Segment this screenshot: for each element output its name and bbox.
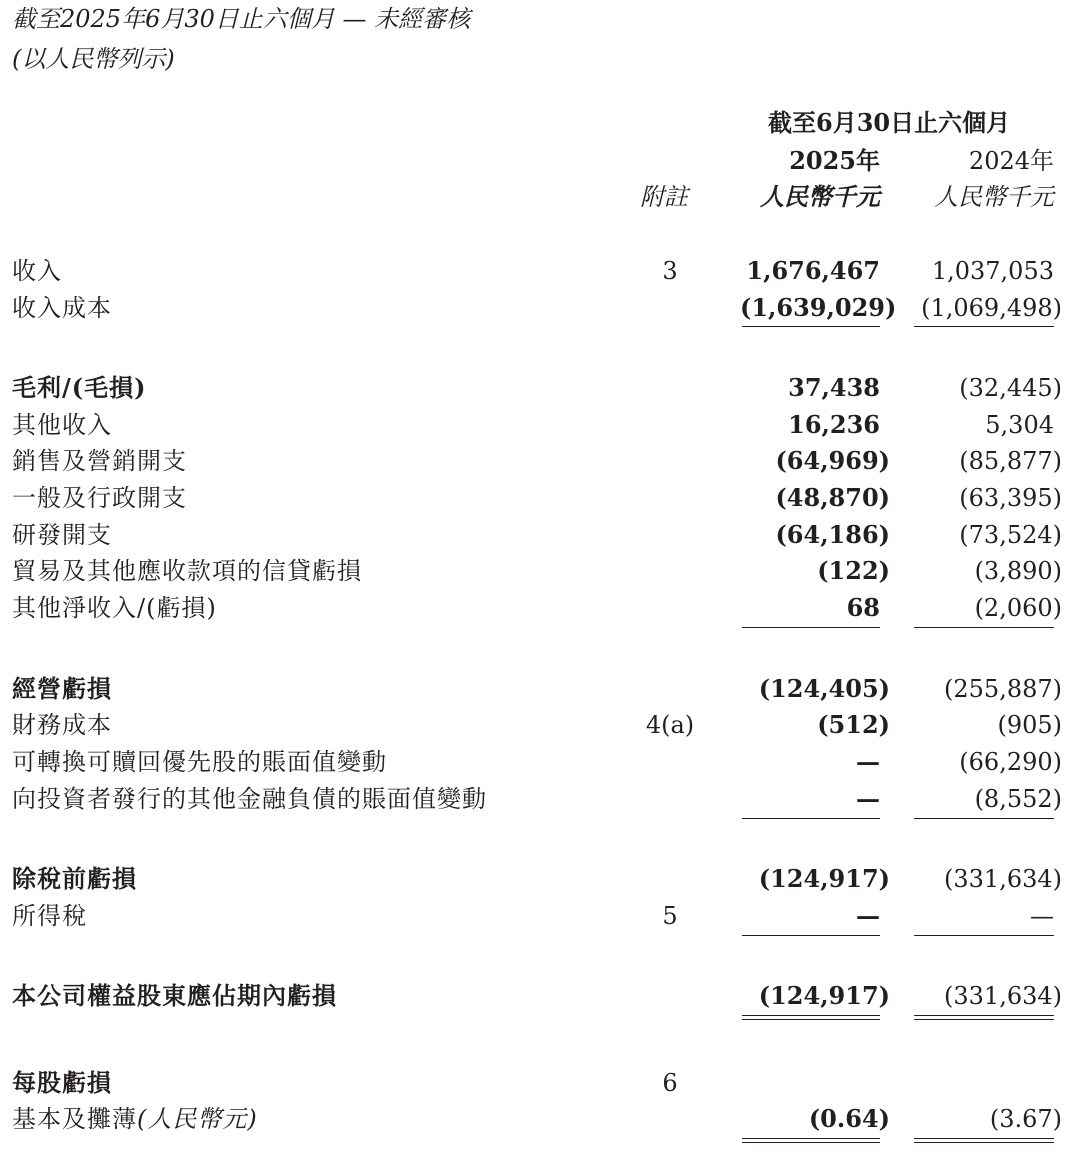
row-value-2025: —: [856, 901, 880, 930]
row-value-2025: 68: [846, 593, 880, 622]
table-row-gross-profit: [0, 371, 1080, 405]
table-row-finance-costs: [0, 708, 1080, 742]
total-double-rule-2024: [914, 1015, 1054, 1020]
row-value-2024: (1,069,498): [921, 294, 1062, 322]
table-row-credit-losses: [0, 554, 1080, 588]
row-label: 每股虧損: [12, 1068, 112, 1097]
row-value-2024: (3.67): [989, 1105, 1062, 1133]
row-value-2025: (124,917): [758, 864, 890, 893]
row-value-2024: (85,877): [959, 447, 1062, 475]
subtotal-rule-2024: [914, 627, 1054, 628]
currency-note: (以人民幣列示): [12, 45, 175, 73]
table-row-other-income: [0, 408, 1080, 442]
row-value-2025: —: [856, 784, 880, 813]
row-value-2025: (1,639,029): [740, 293, 897, 322]
total-double-rule-2024: [914, 1138, 1054, 1143]
table-row-rd-expenses: [0, 518, 1080, 552]
row-value-2024: 5,304: [985, 411, 1054, 439]
table-row-other-net-income: [0, 591, 1080, 625]
row-label-text: 基本及攤薄: [12, 1105, 137, 1133]
row-label: 其他淨收入/(虧損): [12, 594, 217, 622]
table-row-selling-expenses: [0, 444, 1080, 478]
year-prior-header: 2024年: [968, 147, 1054, 175]
total-double-rule-2025: [742, 1138, 880, 1143]
row-value-2025: (124,917): [758, 981, 890, 1010]
note-column-header: 附註: [640, 183, 688, 211]
subtotal-rule-2024: [914, 935, 1054, 936]
row-value-2025: (512): [817, 710, 890, 739]
row-value-2024: —: [1030, 902, 1054, 930]
period-header: 截至6月30日止六個月: [768, 108, 1011, 137]
table-row-loss-per-share: [0, 1066, 1080, 1100]
row-label: 除稅前虧損: [12, 864, 137, 893]
row-value-2024: (331,634): [944, 982, 1062, 1010]
row-value-2024: (63,395): [959, 484, 1062, 512]
table-row-loss-for-period: [0, 979, 1080, 1013]
row-value-2025: 37,438: [788, 373, 880, 402]
row-value-2024: (905): [997, 711, 1062, 739]
row-value-2024: (255,887): [944, 675, 1062, 703]
row-value-2024: (8,552): [974, 785, 1062, 813]
row-label: 毛利/(毛損): [12, 373, 147, 402]
row-note: 5: [662, 902, 678, 930]
row-value-2025: (122): [817, 556, 890, 585]
row-value-2024: (3,890): [974, 557, 1062, 585]
row-label: 向投資者發行的其他金融負債的賬面值變動: [12, 785, 487, 813]
total-double-rule-2025: [742, 1015, 880, 1020]
subtotal-rule-2024: [914, 326, 1054, 327]
subtotal-rule-2025: [742, 935, 880, 936]
row-value-2024: (331,634): [944, 865, 1062, 893]
unit-prior-header: 人民幣千元: [934, 183, 1054, 211]
table-row-operating-loss: [0, 672, 1080, 706]
row-label: 收入成本: [12, 294, 112, 322]
unit-current-header: 人民幣千元: [760, 182, 880, 211]
row-value-2025: (0.64): [808, 1104, 890, 1133]
row-label: 其他收入: [12, 411, 112, 439]
row-value-2025: (64,186): [775, 520, 890, 549]
year-current-header: 2025年: [789, 146, 880, 175]
row-label: 銷售及營銷開支: [12, 447, 187, 475]
row-label: 一般及行政開支: [12, 484, 187, 512]
row-value-2025: (124,405): [758, 674, 890, 703]
row-label: 經營虧損: [12, 674, 112, 703]
table-row-admin-expenses: [0, 481, 1080, 515]
row-note: 4(a): [645, 711, 695, 739]
row-value-2024: (32,445): [959, 374, 1062, 402]
row-label: 本公司權益股東應佔期內虧損: [12, 981, 337, 1010]
row-value-2025: 1,676,467: [746, 256, 880, 285]
row-label: 收入: [12, 257, 62, 285]
row-label: [12, 1102, 258, 1136]
row-value-2024: 1,037,053: [931, 257, 1054, 285]
row-value-2025: (64,969): [775, 446, 890, 475]
row-label: 所得稅: [12, 902, 87, 930]
row-value-2024: (66,290): [959, 748, 1062, 776]
row-label: 研發開支: [12, 521, 112, 549]
table-row-revenue: [0, 254, 1080, 288]
subtotal-rule-2025: [742, 627, 880, 628]
row-note: 3: [662, 257, 678, 285]
row-label-unit: (人民幣元): [137, 1105, 258, 1133]
row-value-2025: (48,870): [775, 483, 890, 512]
table-row-income-tax: [0, 899, 1080, 933]
row-value-2024: (73,524): [959, 521, 1062, 549]
statement-title: 截至2025年6月30日止六個月 — 未經審核: [12, 5, 471, 33]
table-row-loss-before-tax: [0, 862, 1080, 896]
row-value-2025: —: [856, 747, 880, 776]
row-value-2024: (2,060): [974, 594, 1062, 622]
subtotal-rule-2024: [914, 818, 1054, 819]
row-value-2025: 16,236: [788, 410, 880, 439]
row-label: 財務成本: [12, 711, 112, 739]
table-row-cost-of-revenue: [0, 291, 1080, 325]
subtotal-rule-2025: [742, 326, 880, 327]
subtotal-rule-2025: [742, 818, 880, 819]
table-row-financial-liabilities-change: [0, 782, 1080, 816]
table-row-preferred-shares-change: [0, 745, 1080, 779]
table-row-basic-diluted: [0, 1102, 1080, 1136]
row-note: 6: [662, 1069, 678, 1097]
row-label: 可轉換可贖回優先股的賬面值變動: [12, 748, 387, 776]
row-label: 貿易及其他應收款項的信貸虧損: [12, 557, 362, 585]
